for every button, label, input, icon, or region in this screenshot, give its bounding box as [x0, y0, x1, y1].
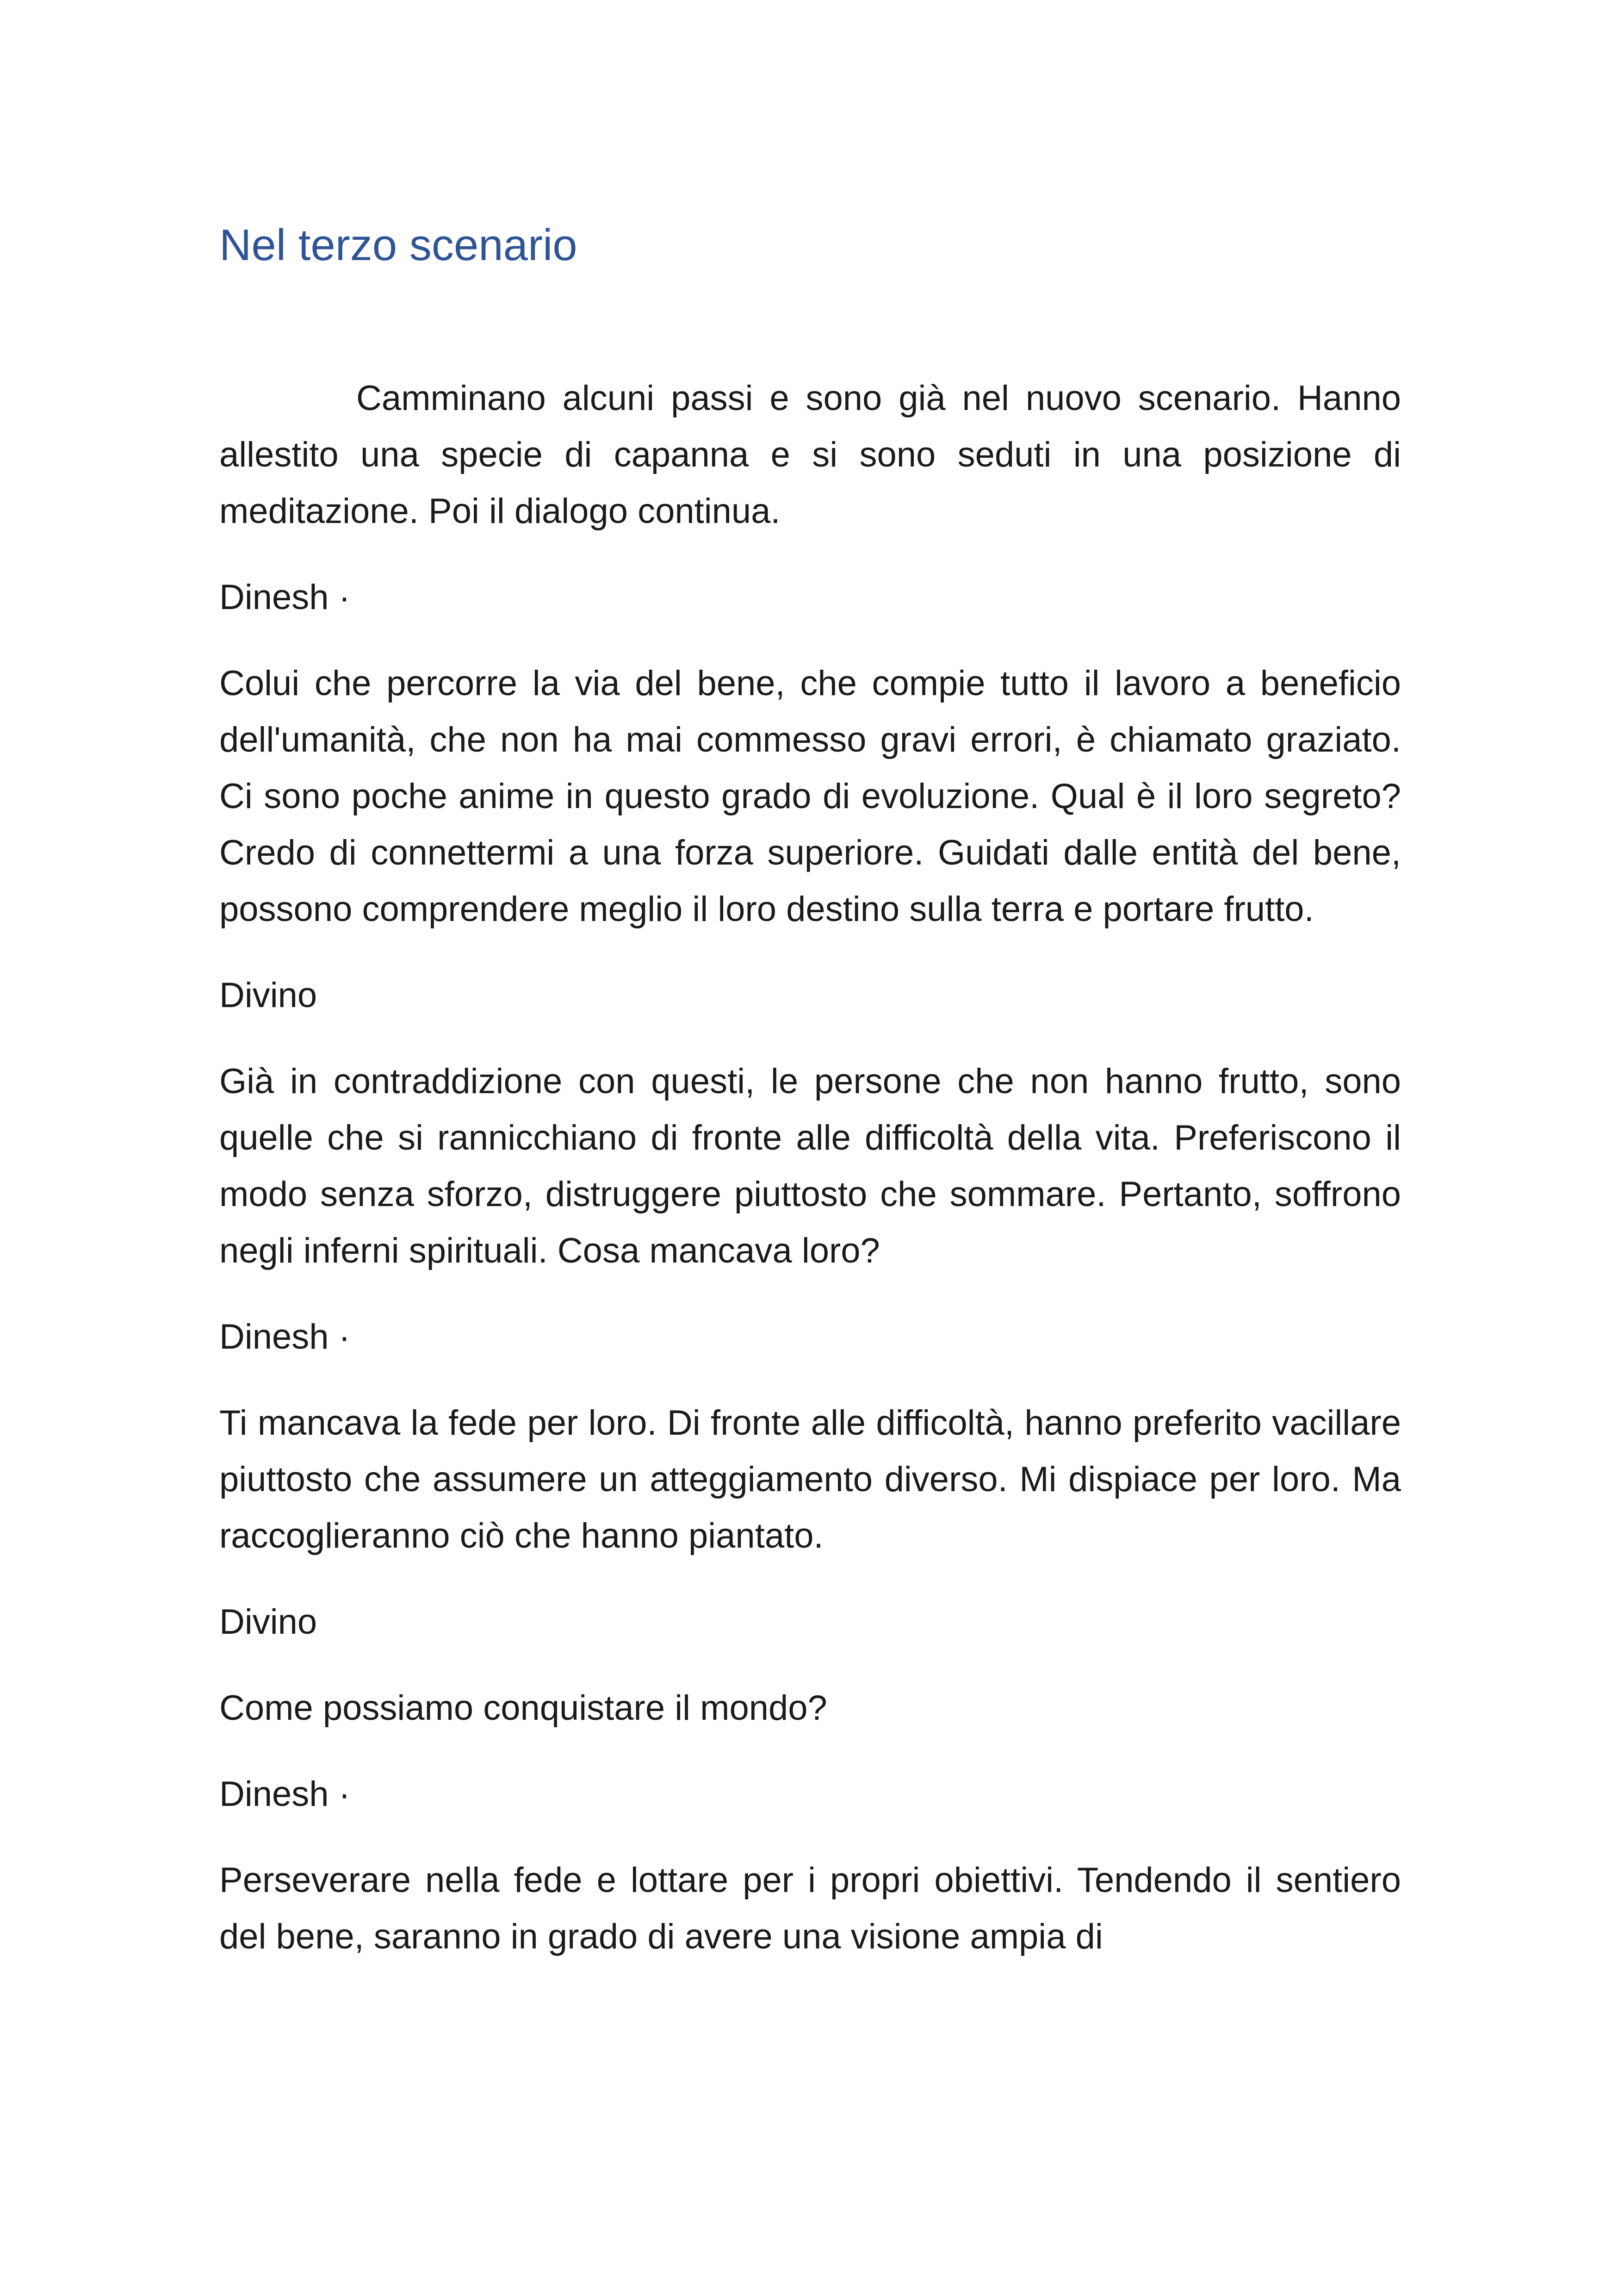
narration-paragraph: Camminano alcuni passi e sono già nel nuovo scenario. Hanno allestito una specie di capanna e si sono seduti in una posizione di meditazione. Poi il dialogo continua. — [219, 379, 1401, 531]
dialogue-paragraph: Come possiamo conquistare il mondo? — [219, 1688, 827, 1728]
dialogue-paragraph: Colui che percorre la via del bene, che compie tutto il lavoro a beneficio dell'umanità, che non ha mai commesso gravi errori, è chiamato graziato. Ci sono poche anime in questo grado di evoluzione. Qual è il loro segreto? Credo di connettermi a una forza superiore. Guidati dalle entità del bene, possono comprendere meglio il loro destino sulla terra e portare frutto. — [219, 664, 1401, 929]
speaker-label: Dinesh · — [219, 1317, 350, 1356]
dialogue-paragraph: Ti mancava la fede per loro. Di fronte alle difficoltà, hanno preferito vacillare piuttosto che assumere un atteggiamento diverso. Mi dispiace per loro. Ma raccoglieranno ciò che hanno piantato. — [219, 1403, 1401, 1556]
dialogue-paragraph: Perseverare nella fede e lottare per i propri obiettivi. Tendendo il sentiero del bene, saranno in grado di avere una visione ampia di — [219, 1860, 1401, 1956]
speaker-label: Divino — [219, 1602, 317, 1642]
document-body — [219, 370, 1401, 1995]
dialogue-paragraph: Già in contraddizione con questi, le persone che non hanno frutto, sono quelle che si rannicchiano di fronte alle difficoltà della vita. Preferiscono il modo senza sforzo, distruggere piuttosto che sommare. Pertanto, soffrono negli inferni spirituali. Cosa mancava loro? — [219, 1062, 1401, 1270]
speaker-label: Divino — [219, 976, 317, 1015]
speaker-label: Dinesh · — [219, 578, 350, 617]
speaker-label: Dinesh · — [219, 1774, 350, 1814]
section-heading: Nel terzo scenario — [219, 220, 577, 270]
